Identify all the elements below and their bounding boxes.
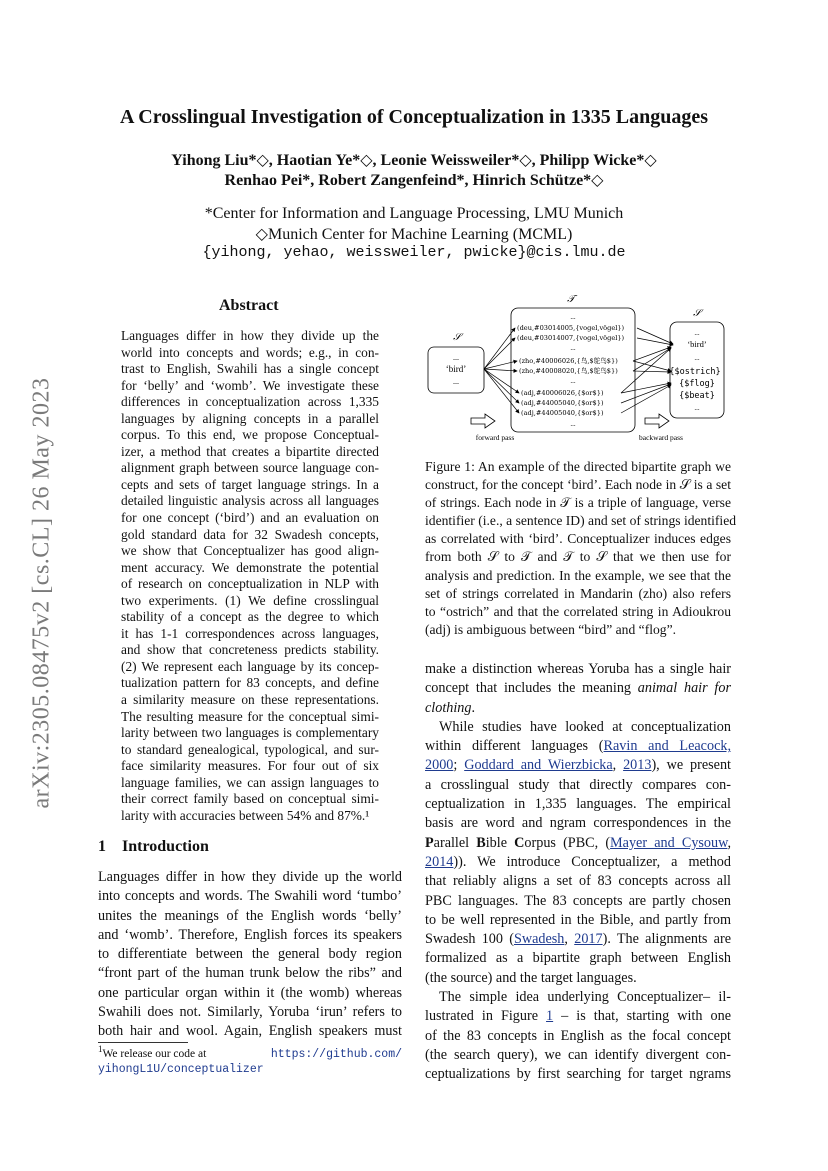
forward-pass-label: forward pass	[475, 433, 515, 442]
backward-pass-arrow	[645, 414, 669, 428]
text-line: to be well represented in the Bible, and partly from	[425, 911, 731, 928]
text-line: Languages differ in how they divide up the	[121, 328, 379, 343]
citation-link[interactable]: 2014	[425, 853, 454, 870]
section-heading-introduction: 1 Introduction	[98, 838, 209, 855]
text-line: differences in conceptualization across 1,335	[121, 394, 379, 410]
svg-text:...: ...	[570, 344, 576, 352]
t-row-6: (adj,#44005040,{$or$})	[521, 399, 604, 407]
s-right-ostrich: {$ostrich}	[669, 367, 721, 377]
text-line: from both 𝒮 to 𝒯 and 𝒯 to 𝒮 that we then use for	[425, 549, 731, 565]
s-left-label: 𝒮	[453, 332, 461, 343]
affiliation-2: ◇Munich Center for Machine Learning (MCML)	[255, 226, 573, 243]
text-line: set of strings correlated in Mandarin (zho) also refers	[425, 585, 731, 601]
text-line: unites the meanings of the English words ‘belly’	[98, 907, 402, 924]
text-line: for ‘belly’ and ‘womb’. We investigate these	[121, 377, 379, 393]
text-line: of strings. Each node in 𝒯 is a triple of language, verse	[425, 495, 731, 511]
citation-link[interactable]: Ravin and Leacock,	[603, 738, 732, 755]
t-label: 𝒯	[567, 294, 575, 305]
t-row-1: (deu,#03014005,{vogel,vögel})	[517, 324, 625, 332]
t-row-2: (deu,#03014007,{vogel,vögel})	[517, 334, 625, 342]
s-right-beat: {$beat}	[679, 391, 715, 401]
text-line: within different languages (Ravin and Leacock,	[425, 738, 732, 755]
text-line: tualization pattern for 83 concepts, and define	[121, 675, 379, 691]
text-line: ceptualization in 1,335 languages. The empirical	[425, 796, 731, 813]
affiliation-1: *Center for Information and Language Processing, LMU Munich	[204, 205, 624, 222]
intro-body	[98, 868, 402, 1042]
t-row-5: (adj,#40006026,{$or$})	[521, 389, 604, 397]
svg-text:...: ...	[453, 353, 459, 362]
citation-link[interactable]: 2000	[425, 757, 454, 774]
backward-pass-label: backward pass	[639, 433, 683, 442]
citation-link[interactable]: Swadesh	[513, 931, 565, 948]
text-line: to differentiate between the general body region	[98, 946, 402, 963]
text-line: formalized as a bipartite graph between English	[425, 950, 731, 967]
text-line: (2) We represent each language by its concep-	[121, 658, 379, 674]
svg-text:...: ...	[694, 404, 700, 412]
backward-edges	[621, 328, 673, 413]
text-line: The simple idea underlying Conceptualizer– il-	[439, 989, 731, 1006]
author-line-2: Renhao Pei*, Robert Zangenfeind*, Hinrich Schütze*◇	[224, 172, 604, 189]
text-line: alignment graph between source language con-	[121, 460, 379, 476]
right-column-body	[425, 660, 731, 1085]
t-row-4: (zho,#40008020,{鸟,$鸵鸟$})	[519, 367, 618, 375]
citation-link[interactable]: Mayer and Cysouw	[610, 834, 728, 851]
text-line: their correct family based on conceptual simi-	[121, 791, 379, 807]
text-line: Swahili does not. Similarly, Yoruba ‘irun’ refers to	[98, 1004, 402, 1021]
text-line: to standard genealogical, typological, and sur-	[121, 741, 379, 757]
arxiv-stamp: arXiv:2305.08475v2 [cs.CL] 26 May 2023	[28, 377, 55, 809]
text-line: lustrated in Figure 1 – is that, starting with one	[425, 1008, 731, 1025]
text-line: for one concept (‘bird’) and an evaluation on	[121, 510, 379, 526]
text-line: Swadesh 100 (Swadesh, 2017). The alignments are	[425, 931, 731, 948]
text-line: make a distinction whereas Yoruba has a single hair	[425, 661, 731, 677]
text-line: stability of a concept as the degree to which	[121, 609, 379, 625]
abstract-heading: Abstract	[219, 297, 279, 314]
text-line: larity between two languages is complementary	[121, 725, 379, 741]
forward-pass-arrow	[471, 414, 495, 428]
text-line: corpus. To this end, we propose Conceptual-	[121, 427, 379, 443]
text-line: of the 83 concepts in English as the focal concept	[425, 1027, 731, 1044]
svg-text:...: ...	[570, 377, 576, 385]
text-line: two experiments. (1) We define crosslingual	[121, 592, 379, 608]
s-right-bird: ‘bird’	[687, 339, 707, 349]
text-line: While studies have looked at conceptualization	[439, 718, 731, 735]
text-line: ceptualizations by first searching for target ngrams	[425, 1066, 731, 1083]
text-line: Languages differ in how they divide up the world	[98, 869, 402, 885]
footnote-link[interactable]: https://github.com/	[270, 1048, 402, 1061]
footnote-rule	[98, 1042, 188, 1043]
text-line: (adj) is ambiguous between “bird” and “flog”.	[425, 621, 677, 637]
paper-title: A Crosslingual Investigation of Conceptualization in 1335 Languages	[119, 106, 709, 128]
text-line: trast to English, Swahili has a single concept	[121, 361, 379, 377]
text-line: Figure 1: An example of the directed bipartite graph we	[425, 459, 731, 474]
text-line: that reliably aligns a set of 83 concepts across all	[425, 873, 731, 890]
text-line: “front part of the human trunk below the ribs” and	[98, 965, 402, 982]
text-line: Parallel Bible Corpus (PBC, (Mayer and Cysouw,	[425, 834, 731, 851]
text-line: clothing.	[425, 699, 476, 716]
bipartite-graph-diagram	[425, 290, 733, 445]
s-right-flog: {$flog}	[679, 379, 715, 389]
text-line: 2000; Goddard and Wierzbicka, 2013), we present	[425, 757, 731, 774]
text-line: into concepts and words. The Swahili word ‘tumbo’	[98, 888, 402, 905]
author-line-1: Yihong Liu*◇, Haotian Ye*◇, Leonie Weissweiler*◇, Philipp Wicke*◇	[171, 152, 657, 169]
figure-1-caption	[425, 458, 737, 639]
text-line: both hair and wool. Again, English speakers must	[98, 1023, 402, 1040]
t-row-7: (adj,#44005040,{$or$})	[521, 409, 604, 417]
figure-1	[425, 290, 733, 445]
text-line: The resulting measure for the conceptual simi-	[121, 708, 379, 724]
figure-ref-link[interactable]: 1	[546, 1008, 554, 1025]
s-right-label: 𝒮	[693, 308, 701, 319]
footnote-link-cont[interactable]: yihongL1U/conceptualizer	[98, 1063, 264, 1076]
text-line: and ‘womb’. Therefore, English forces its speakers	[98, 926, 402, 943]
svg-text:...: ...	[694, 354, 700, 362]
citation-link[interactable]: 2017	[574, 931, 603, 948]
text-line: larity with accuracies between 54% and 87%.¹	[121, 807, 370, 823]
t-row-3: (zho,#40006026,{鸟,$鸵鸟$})	[519, 357, 618, 365]
citation-link[interactable]: 2013	[623, 757, 652, 774]
text-line: to “ostrich” and that the correlated string in Adioukrou	[425, 603, 731, 619]
svg-text:...: ...	[570, 420, 576, 428]
text-line: analysis and prediction. In the example, we see that the	[425, 567, 731, 583]
author-emails: {yihong, yehao, weissweiler, pwicke}@cis.lmu.de	[202, 244, 626, 261]
text-line: one particular organ within it (the womb) whereas	[98, 984, 402, 1001]
forward-edges	[484, 328, 519, 413]
citation-link[interactable]: Goddard and Wierzbicka	[464, 757, 613, 774]
text-line: 2014)). We introduce Conceptualizer, a method	[425, 853, 731, 870]
text-line: construct, for the concept ‘bird’. Each node in 𝒮 is a set	[425, 477, 731, 493]
abstract-body	[121, 327, 379, 823]
text-line: a similarity measure on these representations.	[121, 692, 379, 708]
text-line: cepts and sets of target language strings. In a	[121, 476, 379, 492]
text-line: izer, a method that creates a bipartite directed	[121, 443, 379, 459]
text-line: face similarity measures. For four out of six	[121, 758, 379, 774]
text-line: concept that includes the meaning animal hair for	[425, 680, 731, 697]
text-line: ment accuracy. We demonstrate the potential	[121, 559, 379, 575]
svg-text:...: ...	[570, 313, 576, 321]
text-line: (the search query), we can identify divergent con-	[425, 1046, 731, 1063]
s-left-bird: ‘bird’	[445, 364, 467, 374]
text-line: it has 1-1 correspondences across languages,	[121, 625, 379, 641]
text-line: and show that concreteness predicts stability.	[121, 642, 379, 658]
text-line: we show that Conceptualizer has good align-	[121, 543, 379, 559]
text-line: language families, we can assign languages to	[121, 774, 379, 790]
svg-text:...: ...	[694, 329, 700, 337]
text-line: world into concepts and words; e.g., in con-	[121, 344, 379, 360]
text-line: identifier (i.e., a sentence ID) and set of strings identified	[425, 513, 737, 529]
svg-text:...: ...	[453, 377, 459, 386]
footnote: $^1$We release our code at https://github.com/ yihongL1U/conceptualizer	[98, 1044, 402, 1076]
text-line: detailed linguistic analysis across all languages	[121, 493, 379, 509]
text-line: of research on conceptualization in NLP with	[121, 576, 379, 592]
text-line: languages by aligning concepts in a parallel	[121, 410, 379, 426]
text-line: basis are word and ngram correspondences in the	[425, 815, 731, 832]
text-line: PBC languages. The 83 concepts are partly chosen	[425, 892, 731, 909]
text-line: (the source) and the target languages.	[425, 969, 637, 986]
text-line: as correlated with ‘bird’. Conceptualizer induces edges	[425, 531, 731, 547]
text-line: gold standard data for 32 Swadesh concepts,	[121, 526, 379, 542]
text-line: a crosslingual study that directly compares con-	[425, 776, 731, 793]
